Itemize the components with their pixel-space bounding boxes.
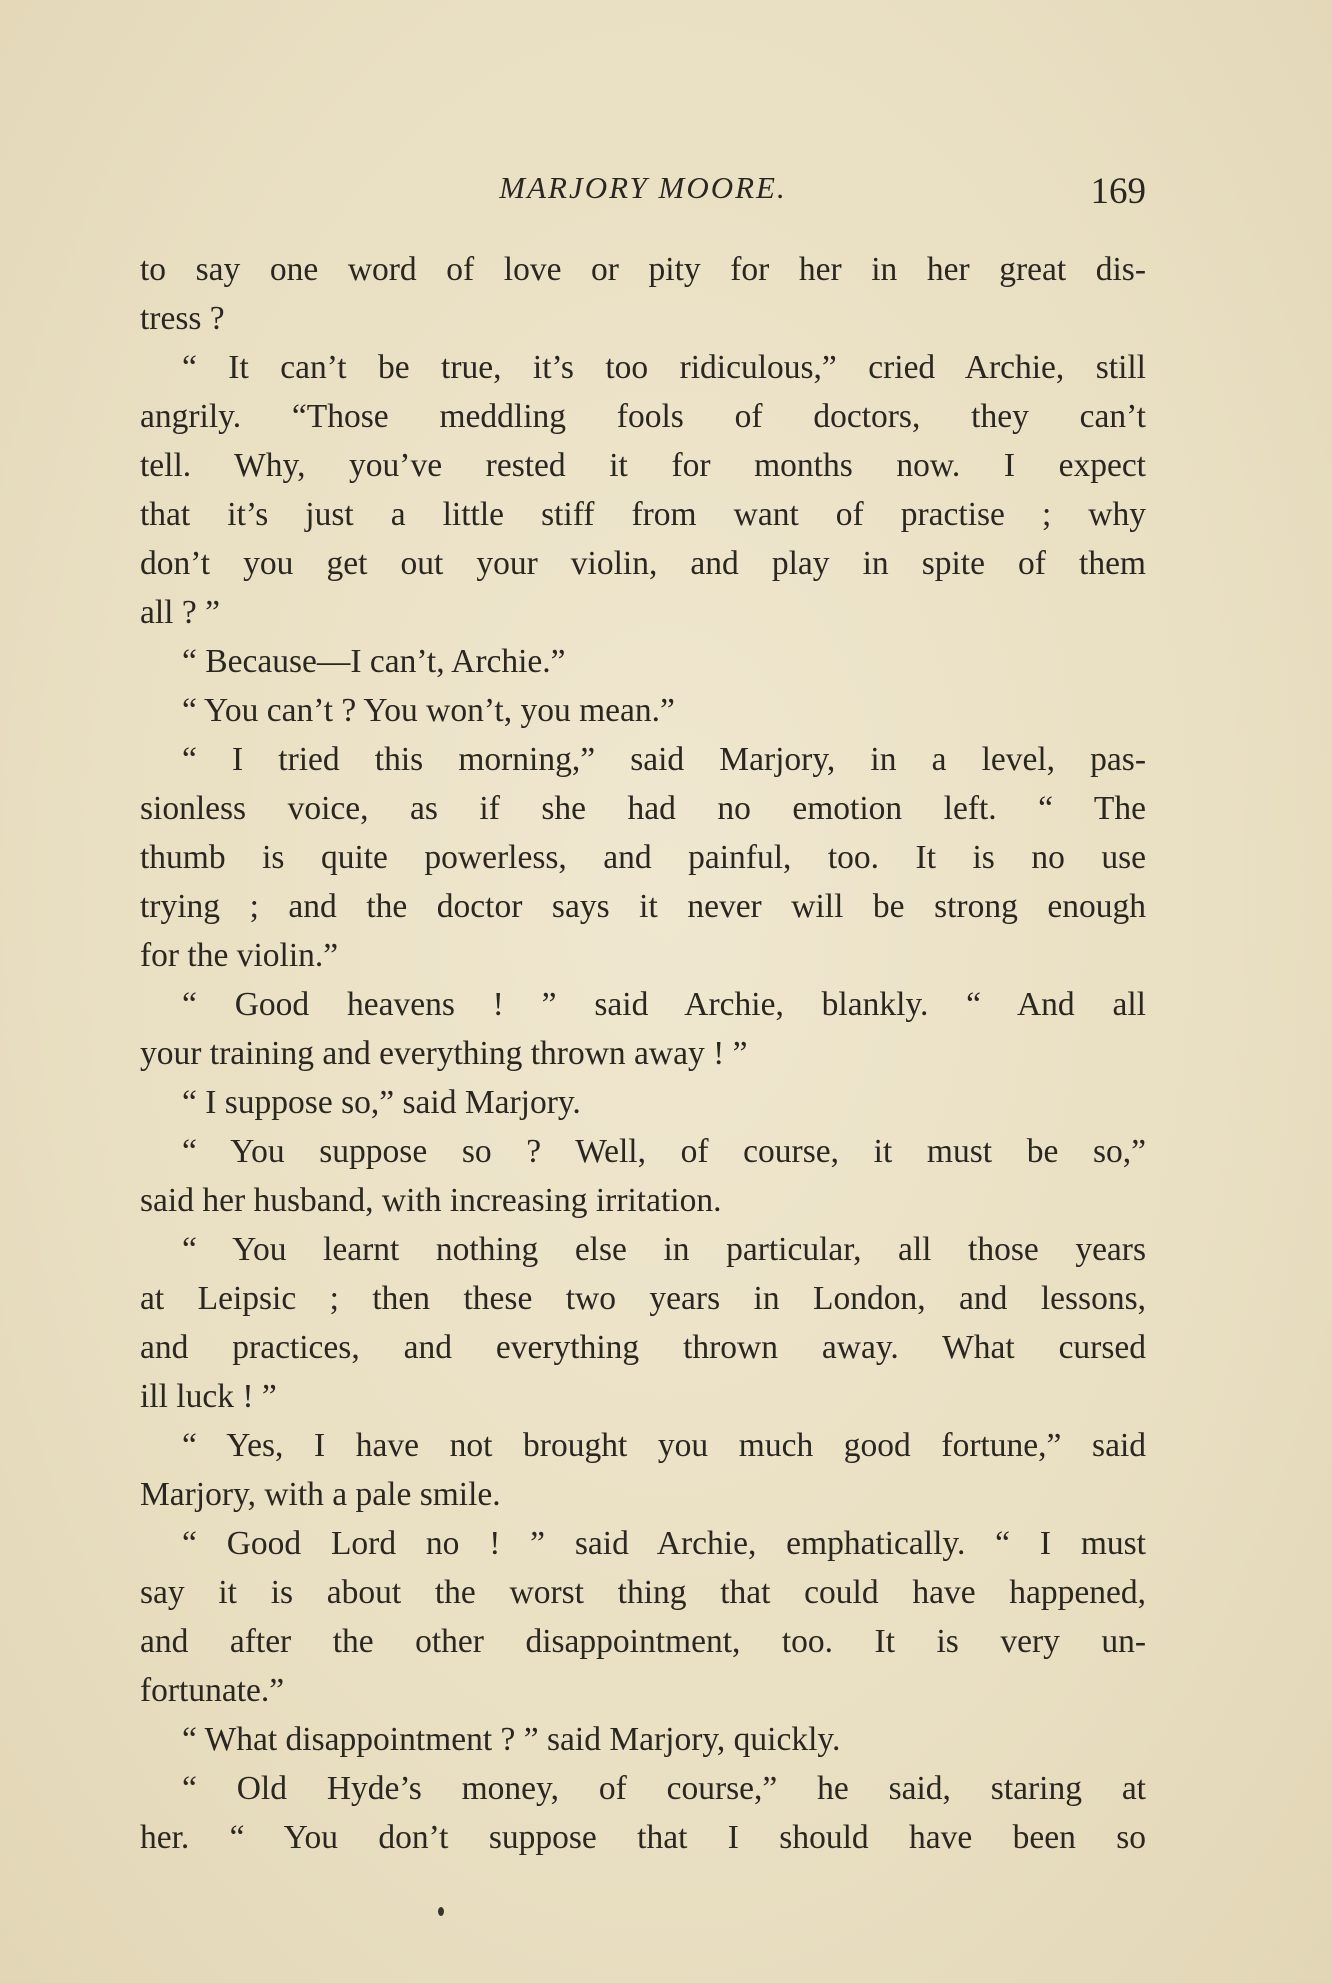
text-line: don’t you get out your violin, and play in spite of them [140, 545, 1146, 582]
text-line: thumb is quite powerless, and painful, too. It is no use [140, 839, 1146, 876]
text-line: and after the other disappointment, too. It is very un- [140, 1623, 1146, 1660]
text-line: “ Good heavens ! ” said Archie, blankly. “ And all [182, 986, 1146, 1023]
text-line: “ You suppose so ? Well, of course, it must be so,” [182, 1133, 1146, 1170]
text-line: to say one word of love or pity for her in her great dis- [140, 251, 1146, 288]
text-line: tell. Why, you’ve rested it for months now. I expect [140, 447, 1146, 484]
text-line: ill luck ! ” [140, 1378, 277, 1415]
text-line: your training and everything thrown away ! ” [140, 1035, 748, 1072]
text-line: at Leipsic ; then these two years in London, and lessons, [140, 1280, 1146, 1317]
text-line: “ You can’t ? You won’t, you mean.” [182, 692, 675, 729]
ink-speck [438, 1907, 444, 1916]
text-line: all ? ” [140, 594, 220, 631]
text-line: said her husband, with increasing irritation. [140, 1182, 722, 1219]
text-line: and practices, and everything thrown away. What cursed [140, 1329, 1146, 1366]
text-line: fortunate.” [140, 1672, 285, 1709]
text-line: trying ; and the doctor says it never will be strong enough [140, 888, 1146, 925]
text-line: sionless voice, as if she had no emotion left. “ The [140, 790, 1146, 827]
text-line: Marjory, with a pale smile. [140, 1476, 501, 1513]
text-line: her. “ You don’t suppose that I should have been so [140, 1819, 1146, 1856]
text-line: that it’s just a little stiff from want of practise ; why [140, 496, 1146, 533]
text-line: tress ? [140, 300, 225, 337]
text-line: “ Old Hyde’s money, of course,” he said, staring at [182, 1770, 1146, 1807]
page-header [140, 166, 1146, 214]
text-line: say it is about the worst thing that could have happened, [140, 1574, 1146, 1611]
text-line: “ Yes, I have not brought you much good fortune,” said [182, 1427, 1146, 1464]
text-line: angrily. “Those meddling fools of doctors, they can’t [140, 398, 1146, 435]
body-text [140, 245, 1146, 1862]
text-line: “ It can’t be true, it’s too ridiculous,” cried Archie, still [182, 349, 1146, 386]
text-line: “ Because—I can’t, Archie.” [182, 643, 566, 680]
text-line: “ I suppose so,” said Marjory. [182, 1084, 581, 1121]
page-number: 169 [1090, 171, 1146, 212]
text-line: “ You learnt nothing else in particular, all those years [182, 1231, 1146, 1268]
running-title: MARJORY MOORE. [499, 170, 787, 205]
text-line: “ Good Lord no ! ” said Archie, emphatically. “ I must [182, 1525, 1146, 1562]
text-line: “ I tried this morning,” said Marjory, in a level, pas- [182, 741, 1146, 778]
text-line: for the violin.” [140, 937, 339, 974]
text-line: “ What disappointment ? ” said Marjory, quickly. [182, 1721, 841, 1758]
